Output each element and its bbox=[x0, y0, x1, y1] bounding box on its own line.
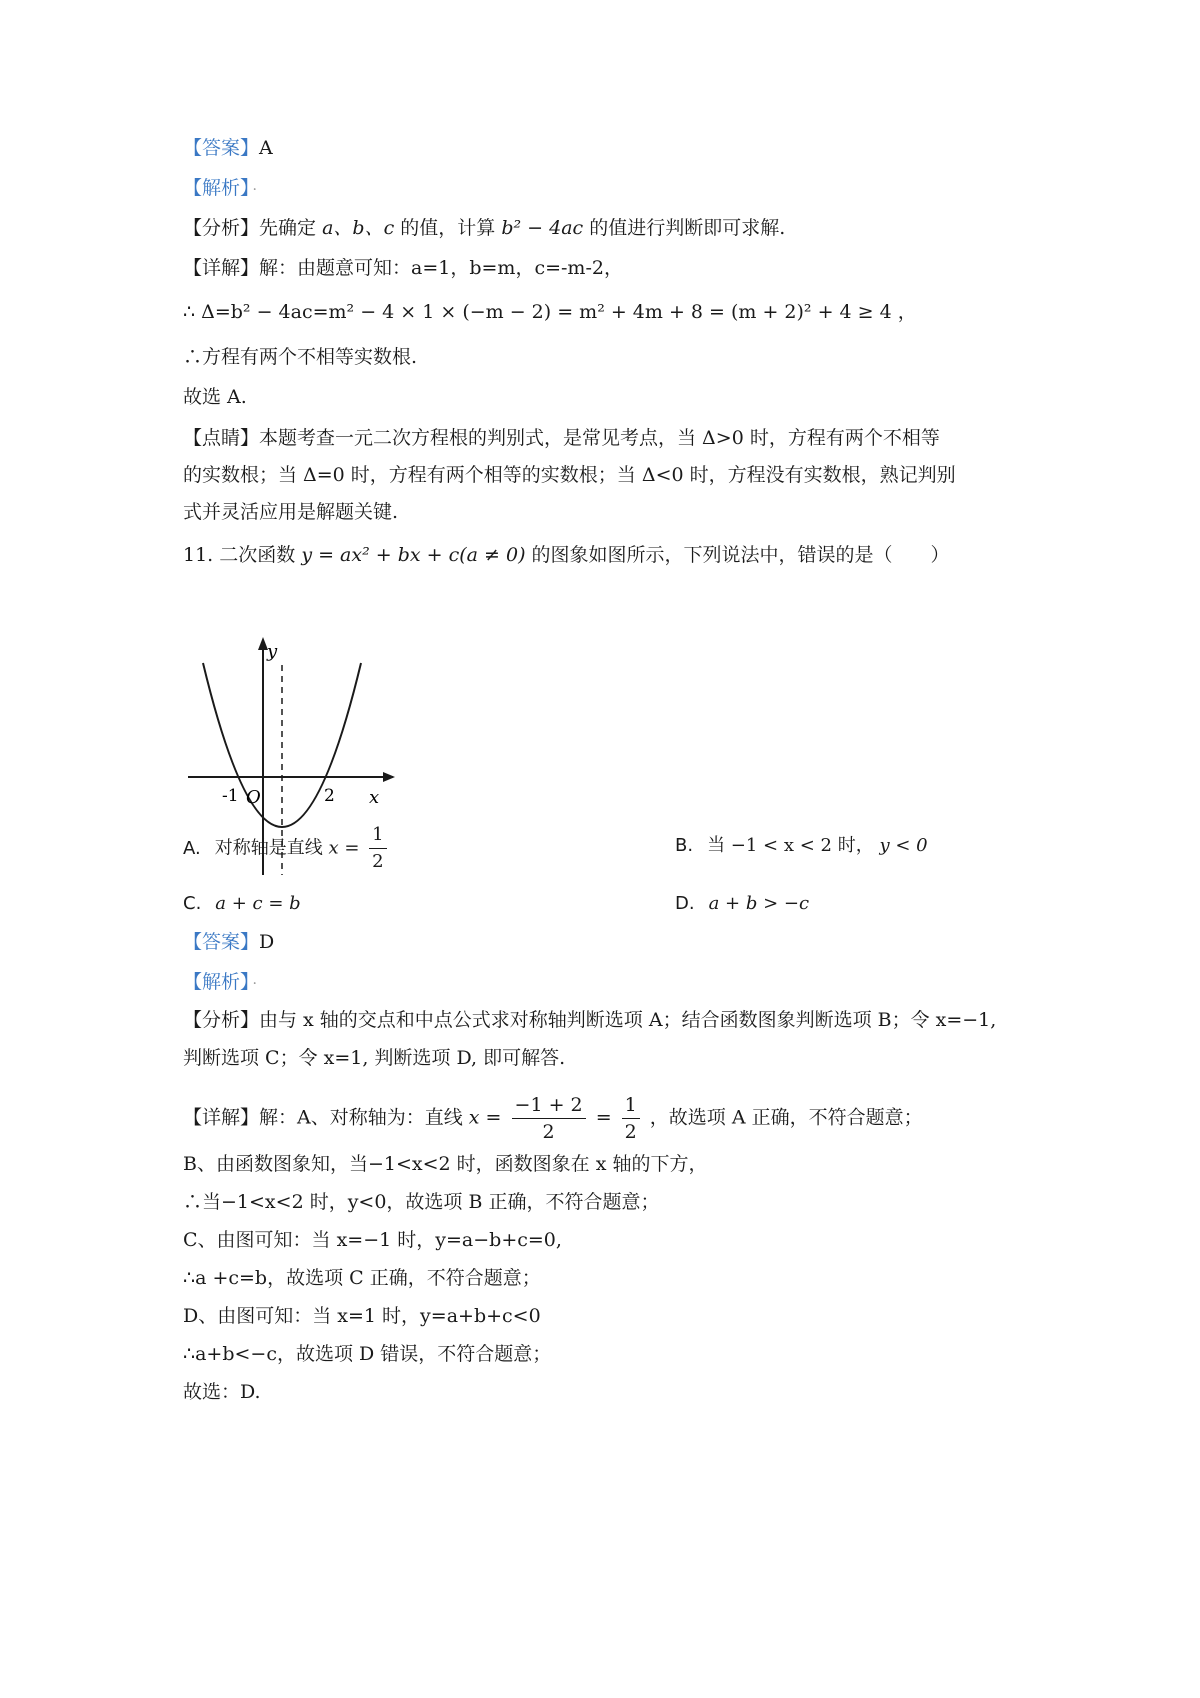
fenxi-tag: 【分析】 bbox=[183, 217, 260, 239]
option-c[interactable] bbox=[183, 892, 301, 916]
x-axis-arrow bbox=[383, 772, 395, 782]
question-text: 的图象如图所示，下列说法中，错误的是（ ） bbox=[531, 544, 950, 566]
fenxi-tag: 【分析】 bbox=[183, 1009, 260, 1031]
c-conclusion-text: ∴a +c=b，故选项 C 正确，不符合题意； bbox=[183, 1267, 541, 1289]
conclusion-text: ∴方程有两个不相等实数根. bbox=[183, 346, 418, 368]
answer-tag: 【答案】 bbox=[183, 931, 260, 953]
option-d-expr: a + b > −c bbox=[708, 893, 810, 914]
detail-tag: 【详解】 bbox=[183, 1106, 260, 1129]
two-label: 2 bbox=[324, 786, 335, 806]
option-b[interactable] bbox=[675, 834, 928, 858]
analysis-tag: 【解析】 bbox=[183, 971, 250, 993]
option-b-letter: B. bbox=[675, 835, 694, 856]
option-a-expr: x = bbox=[328, 837, 360, 859]
analysis-line-1: 【解析】 · bbox=[183, 177, 257, 199]
fraction-numerator: −1 + 2 bbox=[512, 1092, 586, 1119]
choose-text: 故选 A. bbox=[183, 386, 247, 408]
option-a-text: 对称轴是直线 bbox=[214, 837, 323, 859]
fenxi-text: 的值进行判断即可求解. bbox=[589, 217, 786, 239]
detail-fraction-2 bbox=[622, 1092, 640, 1145]
fenxi-text: 判断选项 C；令 x=1, 判断选项 D, 即可解答. bbox=[183, 1047, 566, 1069]
detail-text: 解：A、对称轴为：直线 bbox=[259, 1106, 463, 1129]
detail-text: 解：由题意可知：a=1，b=m，c=-m-2， bbox=[259, 257, 623, 279]
dianjing-text: 的实数根；当 Δ=0 时，方程有两个相等的实数根；当 Δ<0 时，方程没有实数根，熟记判别 bbox=[183, 464, 956, 486]
detail-text: ，故选项 A 正确，不符合题意； bbox=[649, 1106, 923, 1129]
option-b-expr: y < 0 bbox=[879, 835, 928, 856]
fraction-denominator: 2 bbox=[372, 851, 384, 872]
option-a-letter: A. bbox=[183, 837, 201, 859]
option-c-letter: C. bbox=[183, 893, 202, 914]
option-b-text: 当 −1 < x < 2 时， bbox=[707, 835, 874, 856]
analysis-line-2: 【解析】 · bbox=[183, 971, 257, 993]
dianjing-line-1 bbox=[183, 426, 940, 450]
analysis-tag: 【解析】 bbox=[183, 177, 250, 199]
fraction-numerator: 1 bbox=[369, 822, 386, 849]
detail-tag: 【详解】 bbox=[183, 257, 260, 279]
option-a-fraction bbox=[369, 822, 386, 875]
option-c-expr: a + c = b bbox=[215, 893, 301, 914]
d-line bbox=[183, 1304, 541, 1328]
question-expr: y = ax² + bx + c(a ≠ 0) bbox=[301, 544, 526, 566]
b-line bbox=[183, 1152, 707, 1176]
c-line bbox=[183, 1228, 562, 1252]
fraction-numerator: 1 bbox=[622, 1092, 640, 1119]
question-text: 二次函数 bbox=[219, 544, 296, 566]
b-conclusion-text: ∴当−1<x<2 时，y<0，故选项 B 正确，不符合题意； bbox=[183, 1191, 660, 1213]
answer-tag: 【答案】 bbox=[183, 137, 260, 159]
option-d-letter: D. bbox=[675, 893, 695, 914]
c-text: C、由图可知：当 x=−1 时，y=a−b+c=0, bbox=[183, 1229, 562, 1251]
answer-value: A bbox=[259, 137, 273, 159]
b-text: B、由函数图象知，当−1<x<2 时，函数图象在 x 轴的下方， bbox=[183, 1153, 708, 1175]
dianjing-line-3 bbox=[183, 500, 398, 524]
detail-fraction-1 bbox=[512, 1092, 586, 1145]
option-a[interactable] bbox=[183, 822, 391, 875]
origin-label: O bbox=[246, 787, 261, 808]
fenxi-expr: b² − 4ac bbox=[501, 217, 584, 239]
option-d[interactable] bbox=[675, 892, 809, 916]
fraction-denominator: 2 bbox=[624, 1121, 637, 1143]
answer-value: D bbox=[259, 931, 275, 953]
c-conclusion bbox=[183, 1266, 541, 1290]
d-text: D、由图可知：当 x=1 时，y=a+b+c<0 bbox=[183, 1305, 541, 1327]
dianjing-tag: 【点睛】 bbox=[183, 427, 260, 449]
choose-text: 故选：D. bbox=[183, 1381, 261, 1403]
detail-equals: = bbox=[595, 1106, 612, 1129]
delta-formula: ∴ Δ=b² − 4ac=m² − 4 × 1 × (−m − 2) = m² + 4m + 8 = (m + 2)² + 4 ≥ 4 ， bbox=[183, 301, 917, 323]
answer-line-1 bbox=[183, 136, 273, 160]
question-number: 11. bbox=[183, 544, 214, 566]
fenxi-text: 的值，计算 bbox=[400, 217, 496, 239]
question-stem bbox=[183, 543, 950, 567]
x-axis-label: x bbox=[369, 787, 380, 808]
dianjing-line-2 bbox=[183, 463, 956, 487]
fenxi-line-3 bbox=[183, 1046, 565, 1070]
d-conclusion-text: ∴a+b<−c，故选项 D 错误，不符合题意； bbox=[183, 1343, 552, 1365]
choose-line-2 bbox=[183, 1380, 261, 1404]
answer-line-2 bbox=[183, 930, 274, 954]
dianjing-text: 式并灵活应用是解题关键. bbox=[183, 501, 399, 523]
conclusion-line-1 bbox=[183, 345, 417, 369]
fraction-denominator: 2 bbox=[542, 1121, 555, 1143]
dianjing-text: 本题考查一元二次方程根的判别式，是常见考点，当 Δ>0 时，方程有两个不相等 bbox=[259, 427, 940, 449]
delta-line bbox=[183, 300, 917, 324]
neg-one-label: -1 bbox=[222, 786, 239, 806]
b-conclusion bbox=[183, 1190, 659, 1214]
fenxi-line-1 bbox=[183, 216, 785, 240]
detail-line-1 bbox=[183, 256, 623, 280]
detail-line-2 bbox=[183, 1092, 923, 1145]
d-conclusion bbox=[183, 1342, 551, 1366]
fenxi-vars: a、b、c bbox=[322, 217, 395, 239]
detail-x: x = bbox=[468, 1106, 502, 1129]
choose-line-1 bbox=[183, 385, 247, 409]
y-axis-label: y bbox=[267, 641, 278, 662]
fenxi-text: 先确定 bbox=[259, 217, 317, 239]
fenxi-text: 由与 x 轴的交点和中点公式求对称轴判断选项 A；结合函数图象判断选项 B；令 x=−1, bbox=[259, 1009, 997, 1031]
fenxi-line-2 bbox=[183, 1008, 996, 1032]
